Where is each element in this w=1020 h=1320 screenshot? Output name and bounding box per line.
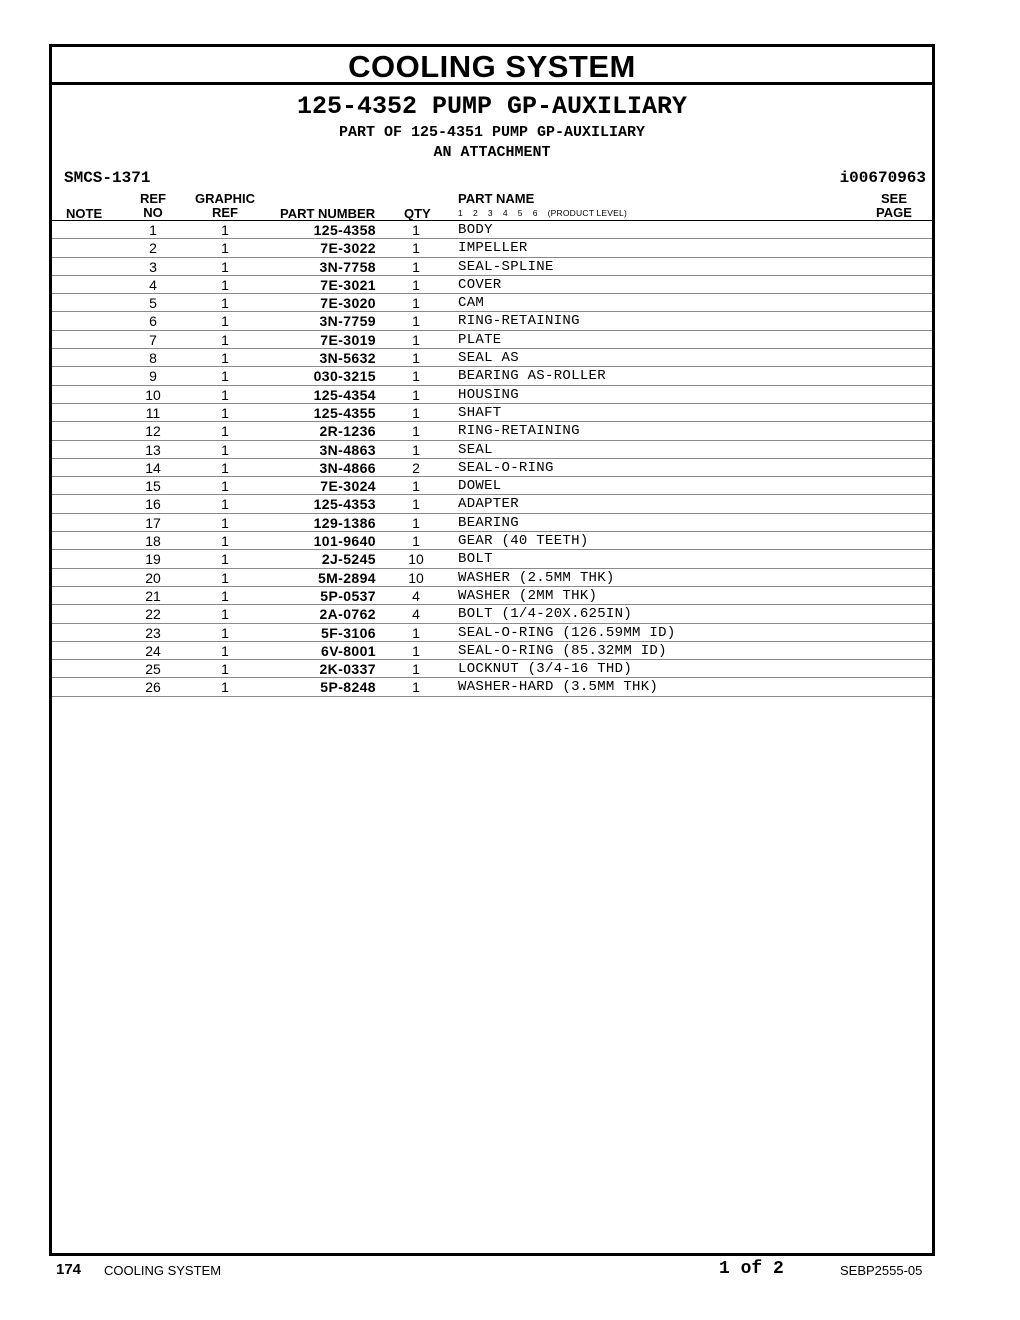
footer-section: COOLING SYSTEM (104, 1263, 222, 1278)
part-number-cell: 2R-1236 (319, 423, 376, 440)
qty-cell: 1 (412, 661, 420, 678)
part-number-cell: 101-9640 (313, 533, 376, 550)
graphic-ref-cell: 1 (221, 587, 229, 604)
level-2: 2 (472, 208, 478, 218)
part-name-cell: RING-RETAINING (458, 313, 580, 330)
ref-no-cell: 17 (145, 514, 161, 531)
ref-no-cell: 24 (145, 642, 161, 659)
graphic-ref-cell: 1 (221, 606, 229, 623)
header-graphic-ref (192, 192, 258, 220)
level-6: 6 (532, 208, 538, 218)
part-name-cell: BOLT (458, 551, 493, 568)
ref-no-cell: 19 (145, 551, 161, 568)
attachment-line: AN ATTACHMENT (433, 144, 551, 161)
ref-no-cell: 25 (145, 661, 161, 678)
qty-cell: 1 (412, 441, 420, 458)
table-row (52, 550, 932, 568)
qty-cell: 1 (412, 624, 420, 641)
part-name-cell: SEAL-O-RING (85.32MM ID) (458, 642, 667, 659)
ref-no-cell: 22 (145, 606, 161, 623)
header-see-top: SEE (880, 191, 907, 206)
table-row (52, 239, 932, 257)
qty-cell: 1 (412, 679, 420, 696)
table-row (52, 477, 932, 495)
section-title: COOLING SYSTEM (52, 47, 932, 85)
header-part-number: PART NUMBER (280, 206, 376, 221)
ref-no-cell: 1 (149, 222, 157, 238)
header-graphic-bottom: REF (212, 205, 238, 220)
ref-no-cell: 2 (149, 240, 157, 257)
qty-cell: 1 (412, 222, 420, 238)
graphic-ref-cell: 1 (221, 368, 229, 385)
part-name-cell: SEAL (458, 441, 493, 458)
group-title: 125-4352 PUMP GP-AUXILIARY (296, 92, 688, 121)
graphic-ref-cell: 1 (221, 222, 229, 238)
ref-no-cell: 3 (149, 258, 157, 275)
table-row (52, 495, 932, 513)
part-number-cell: 7E-3022 (320, 240, 376, 257)
part-number-cell: 6V-8001 (321, 642, 376, 659)
graphic-ref-cell: 1 (221, 679, 229, 696)
graphic-ref-cell: 1 (221, 569, 229, 586)
header-ref-top: REF (140, 191, 166, 206)
part-name-cell: SHAFT (458, 404, 502, 421)
graphic-ref-cell: 1 (221, 295, 229, 312)
part-name-cell: SEAL AS (458, 350, 519, 367)
graphic-ref-cell: 1 (221, 661, 229, 678)
graphic-ref-cell: 1 (221, 478, 229, 495)
part-number-cell: 129-1386 (313, 514, 376, 531)
part-name-cell: CAM (458, 295, 485, 312)
ref-no-cell: 4 (149, 276, 157, 293)
part-number-cell: 5F-3106 (321, 624, 376, 641)
qty-cell: 10 (408, 569, 424, 586)
table-row (52, 404, 932, 422)
graphic-ref-cell: 1 (221, 313, 229, 330)
qty-cell: 1 (412, 258, 420, 275)
table-row (52, 459, 932, 477)
part-name-cell: PLATE (458, 331, 502, 348)
part-name-cell: BODY (458, 222, 493, 238)
qty-cell: 1 (412, 295, 420, 312)
qty-cell: 1 (412, 331, 420, 348)
part-number-cell: 3N-4863 (319, 441, 376, 458)
qty-cell: 1 (412, 386, 420, 403)
graphic-ref-cell: 1 (221, 276, 229, 293)
qty-cell: 2 (412, 459, 420, 476)
graphic-ref-cell: 1 (221, 624, 229, 641)
table-row (52, 441, 932, 459)
table-row (52, 660, 932, 678)
part-number-cell: 7E-3024 (320, 478, 376, 495)
part-name-cell: SEAL-O-RING (458, 459, 554, 476)
part-number-cell: 7E-3021 (320, 276, 376, 293)
qty-cell: 1 (412, 240, 420, 257)
part-number-cell: 3N-4866 (319, 459, 376, 476)
table-row (52, 258, 932, 276)
part-name-cell: BEARING AS-ROLLER (458, 368, 606, 385)
graphic-ref-cell: 1 (221, 459, 229, 476)
table-row (52, 349, 932, 367)
graphic-ref-cell: 1 (221, 404, 229, 421)
table-row (52, 294, 932, 312)
part-number-cell: 2A-0762 (319, 606, 376, 623)
part-name-cell: ADAPTER (458, 496, 519, 513)
table-row (52, 422, 932, 440)
page-of-count: 1 of 2 (719, 1259, 784, 1279)
qty-cell: 1 (412, 533, 420, 550)
table-row (52, 532, 932, 550)
part-name-cell: DOWEL (458, 478, 502, 495)
graphic-ref-cell: 1 (221, 331, 229, 348)
ref-no-cell: 20 (145, 569, 161, 586)
product-level-label: (PRODUCT LEVEL) (547, 208, 627, 218)
ref-no-cell: 15 (145, 478, 161, 495)
part-name-cell: GEAR (40 TEETH) (458, 533, 589, 550)
meta-row (52, 167, 932, 191)
qty-cell: 1 (412, 478, 420, 495)
part-number-cell: 7E-3019 (320, 331, 376, 348)
page-number: 174 (56, 1261, 82, 1278)
qty-cell: 4 (412, 606, 420, 623)
table-row (52, 624, 932, 642)
table-row (52, 678, 932, 696)
header-qty: QTY (404, 206, 431, 221)
table-row (52, 642, 932, 660)
graphic-ref-cell: 1 (221, 350, 229, 367)
part-name-cell: HOUSING (458, 386, 519, 403)
ref-no-cell: 9 (149, 368, 157, 385)
table-row (52, 312, 932, 330)
ref-no-cell: 11 (145, 404, 161, 421)
part-name-cell: BEARING (458, 514, 519, 531)
graphic-ref-cell: 1 (221, 533, 229, 550)
ref-no-cell: 23 (145, 624, 161, 641)
graphic-ref-cell: 1 (221, 258, 229, 275)
part-number-cell: 125-4358 (313, 222, 376, 238)
part-name-cell: BOLT (1/4-20X.625IN) (458, 606, 633, 623)
parts-table-header (52, 191, 932, 221)
part-number-cell: 3N-7758 (319, 258, 376, 275)
header-graphic-top: GRAPHIC (195, 191, 255, 206)
graphic-ref-cell: 1 (221, 240, 229, 257)
table-row (52, 386, 932, 404)
header-note: NOTE (66, 206, 103, 221)
qty-cell: 1 (412, 423, 420, 440)
graphic-ref-cell: 1 (221, 514, 229, 531)
part-number-cell: 125-4355 (313, 404, 376, 421)
table-row (52, 605, 932, 623)
part-number-cell: 3N-7759 (319, 313, 376, 330)
parts-table-body (52, 221, 932, 697)
header-part-name: PART NAME (458, 191, 535, 206)
qty-cell: 10 (408, 551, 424, 568)
graphic-ref-cell: 1 (221, 551, 229, 568)
part-number-cell: 7E-3020 (320, 295, 376, 312)
qty-cell: 1 (412, 642, 420, 659)
level-3: 3 (487, 208, 493, 218)
qty-cell: 4 (412, 587, 420, 604)
qty-cell: 1 (412, 368, 420, 385)
qty-cell: 1 (412, 404, 420, 421)
smcs-code: SMCS-1371 (64, 169, 151, 187)
level-5: 5 (517, 208, 523, 218)
header-ref-bottom: NO (143, 205, 163, 220)
part-number-cell: 030-3215 (313, 368, 376, 385)
table-row (52, 514, 932, 532)
graphic-ref-cell: 1 (221, 496, 229, 513)
ref-no-cell: 26 (145, 679, 161, 696)
part-number-cell: 3N-5632 (319, 350, 376, 367)
part-number-cell: 125-4353 (313, 496, 376, 513)
header-see-page (874, 192, 914, 220)
table-row (52, 569, 932, 587)
part-name-cell: SEAL-O-RING (126.59MM ID) (458, 624, 676, 641)
part-name-cell: COVER (458, 276, 502, 293)
table-row (52, 276, 932, 294)
qty-cell: 1 (412, 350, 420, 367)
part-name-cell: WASHER (2.5MM THK) (458, 569, 615, 586)
part-name-cell: IMPELLER (458, 240, 528, 257)
ref-no-cell: 10 (145, 386, 161, 403)
part-number-cell: 5P-0537 (320, 587, 376, 604)
qty-cell: 1 (412, 514, 420, 531)
ref-no-cell: 18 (145, 533, 161, 550)
ref-no-cell: 13 (145, 441, 161, 458)
qty-cell: 1 (412, 313, 420, 330)
ref-no-cell: 5 (149, 295, 157, 312)
part-number-cell: 5P-8248 (320, 679, 376, 696)
part-name-cell: WASHER-HARD (3.5MM THK) (458, 679, 659, 696)
graphic-ref-cell: 1 (221, 441, 229, 458)
ref-no-cell: 16 (145, 496, 161, 513)
header-see-bottom: PAGE (876, 205, 912, 220)
ref-no-cell: 8 (149, 350, 157, 367)
ref-no-cell: 6 (149, 313, 157, 330)
part-number-cell: 2J-5245 (321, 551, 376, 568)
level-1: 1 (458, 208, 463, 218)
graphic-ref-cell: 1 (221, 642, 229, 659)
part-number-cell: 2K-0337 (319, 661, 376, 678)
part-of-line: PART OF 125-4351 PUMP GP-AUXILIARY (338, 124, 646, 141)
header-ref-no (140, 192, 166, 220)
part-number-cell: 125-4354 (313, 386, 376, 403)
table-row (52, 587, 932, 605)
qty-cell: 1 (412, 496, 420, 513)
parts-page-frame (49, 44, 935, 1256)
part-name-cell: SEAL-SPLINE (458, 258, 554, 275)
table-row (52, 367, 932, 385)
table-row (52, 221, 932, 239)
qty-cell: 1 (412, 276, 420, 293)
part-name-cell: RING-RETAINING (458, 423, 580, 440)
part-name-cell: WASHER (2MM THK) (458, 587, 598, 604)
publication-number: SEBP2555-05 (840, 1263, 923, 1278)
ref-no-cell: 12 (145, 423, 161, 440)
ref-no-cell: 21 (145, 587, 161, 604)
table-row (52, 331, 932, 349)
page-footer (0, 1259, 1020, 1285)
part-name-cell: LOCKNUT (3/4-16 THD) (458, 661, 633, 678)
ref-no-cell: 14 (145, 459, 161, 476)
graphic-ref-cell: 1 (221, 423, 229, 440)
ref-no-cell: 7 (149, 331, 157, 348)
illustration-id: i00670963 (839, 169, 926, 187)
header-product-levels (458, 208, 637, 218)
level-4: 4 (502, 208, 508, 218)
part-number-cell: 5M-2894 (317, 569, 376, 586)
graphic-ref-cell: 1 (221, 386, 229, 403)
